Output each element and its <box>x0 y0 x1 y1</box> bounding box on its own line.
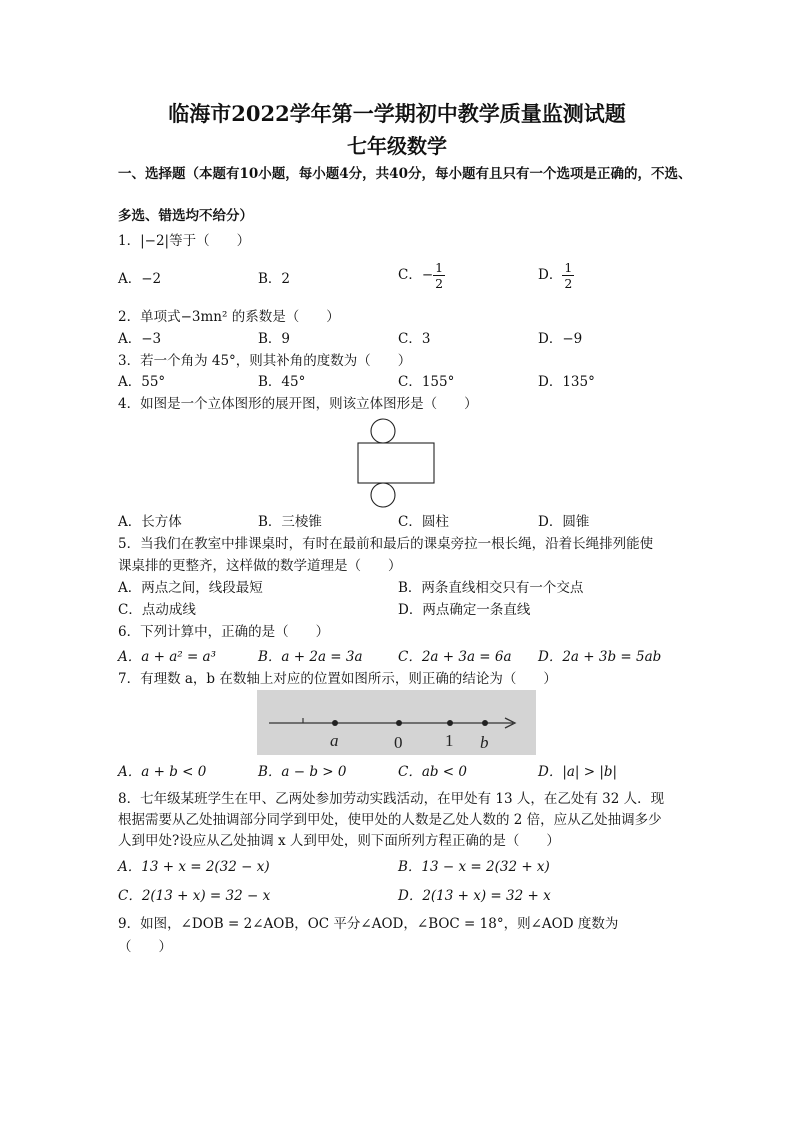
net-bottom-circle <box>371 483 395 507</box>
q1-option-d-fraction <box>562 260 574 291</box>
q4-option-c: C．圆柱 <box>398 514 449 530</box>
q8-stem-line3: 人到甲处?设应从乙处抽调 x 人到甲处，则下面所列方程正确的是（ ） <box>118 833 560 849</box>
q2-option-a: A．−3 <box>118 331 162 347</box>
q3-option-b: B．45° <box>258 374 306 390</box>
q5-stem-line2: 课桌排的更整齐，这样做的数学道理是（ ） <box>118 558 402 574</box>
q4-option-b: B．三棱锥 <box>258 514 322 530</box>
q2-option-d: D．−9 <box>538 331 583 347</box>
q1-d-denominator: 2 <box>564 276 573 291</box>
q5-option-d: D．两点确定一条直线 <box>398 602 531 618</box>
q8-stem-line2: 根据需要从乙处抽调部分同学到甲处，使甲处的人数是乙处人数的 2 倍，应从乙处抽调多少 <box>118 812 662 828</box>
point-one <box>447 720 453 726</box>
q3-option-d: D．135° <box>538 374 595 390</box>
section-header-line2: 多选、错选均不给分） <box>118 208 253 224</box>
point-a <box>332 720 338 726</box>
q7-option-d: D．|a| > |b| <box>538 764 618 780</box>
q1-stem: 1．|−2|等于（ ） <box>118 233 251 249</box>
q7-option-b: B．a − b > 0 <box>258 764 347 780</box>
q3-option-c: C．155° <box>398 374 455 390</box>
q6-option-b: B．a + 2a = 3a <box>258 649 363 665</box>
q6-option-d: D．2a + 3b = 5ab <box>538 649 662 665</box>
q8-option-a: A．13 + x = 2(32 − x) <box>118 859 270 875</box>
q6-option-c: C．2a + 3a = 6a <box>398 649 512 665</box>
q1-option-d-prefix: D． <box>538 267 563 283</box>
q3-option-a: A．55° <box>118 374 166 390</box>
q2-stem: 2．单项式−3mn² 的系数是（ ） <box>118 309 340 325</box>
q7-option-c: C．ab < 0 <box>398 764 468 780</box>
cylinder-net-figure <box>350 418 440 510</box>
q1-d-numerator: 1 <box>564 260 573 275</box>
q1-option-c-prefix: C．− <box>398 267 434 283</box>
point-zero <box>396 720 402 726</box>
q4-option-a: A．长方体 <box>118 514 182 530</box>
q4-stem: 4．如图是一个立体图形的展开图，则该立体图形是（ ） <box>118 396 478 412</box>
q5-option-c: C．点动成线 <box>118 602 196 618</box>
q9-stem-line1: 9．如图，∠DOB = 2∠AOB，OC 平分∠AOD，∠BOC = 18°，则∠AOD 度数为 <box>118 916 619 932</box>
label-b: b <box>480 733 489 752</box>
exam-title: 临海市2022学年第一学期初中教学质量监测试题 <box>168 101 626 126</box>
label-a: a <box>330 731 339 750</box>
q8-stem-line1: 8．七年级某班学生在甲、乙两处参加劳动实践活动，在甲处有 13 人，在乙处有 32 人．现 <box>118 791 665 807</box>
q3-stem: 3．若一个角为 45°，则其补角的度数为（ ） <box>118 353 412 369</box>
q5-option-a: A．两点之间，线段最短 <box>118 580 263 596</box>
q1-option-c-fraction <box>433 260 445 291</box>
q5-stem-line1: 5．当我们在教室中排课桌时，有时在最前和最后的课桌旁拉一根长绳，沿着长绳排列能使 <box>118 536 654 552</box>
q5-option-b: B．两条直线相交只有一个交点 <box>398 580 584 596</box>
q8-option-c: C．2(13 + x) = 32 − x <box>118 888 271 904</box>
q8-option-b: B．13 − x = 2(32 + x) <box>398 859 550 875</box>
q6-stem: 6．下列计算中，正确的是（ ） <box>118 624 330 640</box>
q2-option-c: C．3 <box>398 331 431 347</box>
q7-stem: 7．有理数 a，b 在数轴上对应的位置如图所示，则正确的结论为（ ） <box>118 671 557 687</box>
q1-option-a: A．−2 <box>118 271 162 287</box>
label-zero: 0 <box>394 733 403 752</box>
number-line-figure <box>257 690 536 755</box>
q8-option-d: D．2(13 + x) = 32 + x <box>398 888 551 904</box>
q1-option-d <box>538 260 574 291</box>
q1-c-denominator: 2 <box>435 276 444 291</box>
exam-subtitle: 七年级数学 <box>347 134 447 158</box>
q9-stem-line2: （ ） <box>118 939 172 955</box>
q2-option-b: B．9 <box>258 331 291 347</box>
q6-option-a: A．a + a² = a³ <box>118 649 217 665</box>
point-b <box>482 720 488 726</box>
net-rectangle <box>358 443 434 483</box>
net-top-circle <box>371 419 395 443</box>
q1-option-b: B．2 <box>258 271 291 287</box>
label-one: 1 <box>445 731 454 750</box>
q4-option-d: D．圆锥 <box>538 514 590 530</box>
q1-option-c <box>398 260 445 291</box>
q1-c-numerator: 1 <box>435 260 444 275</box>
section-header-line1: 一、选择题（本题有10小题，每小题4分，共40分，每小题有且只有一个选项是正确的，不选、 <box>118 166 692 182</box>
q7-option-a: A．a + b < 0 <box>118 764 207 780</box>
